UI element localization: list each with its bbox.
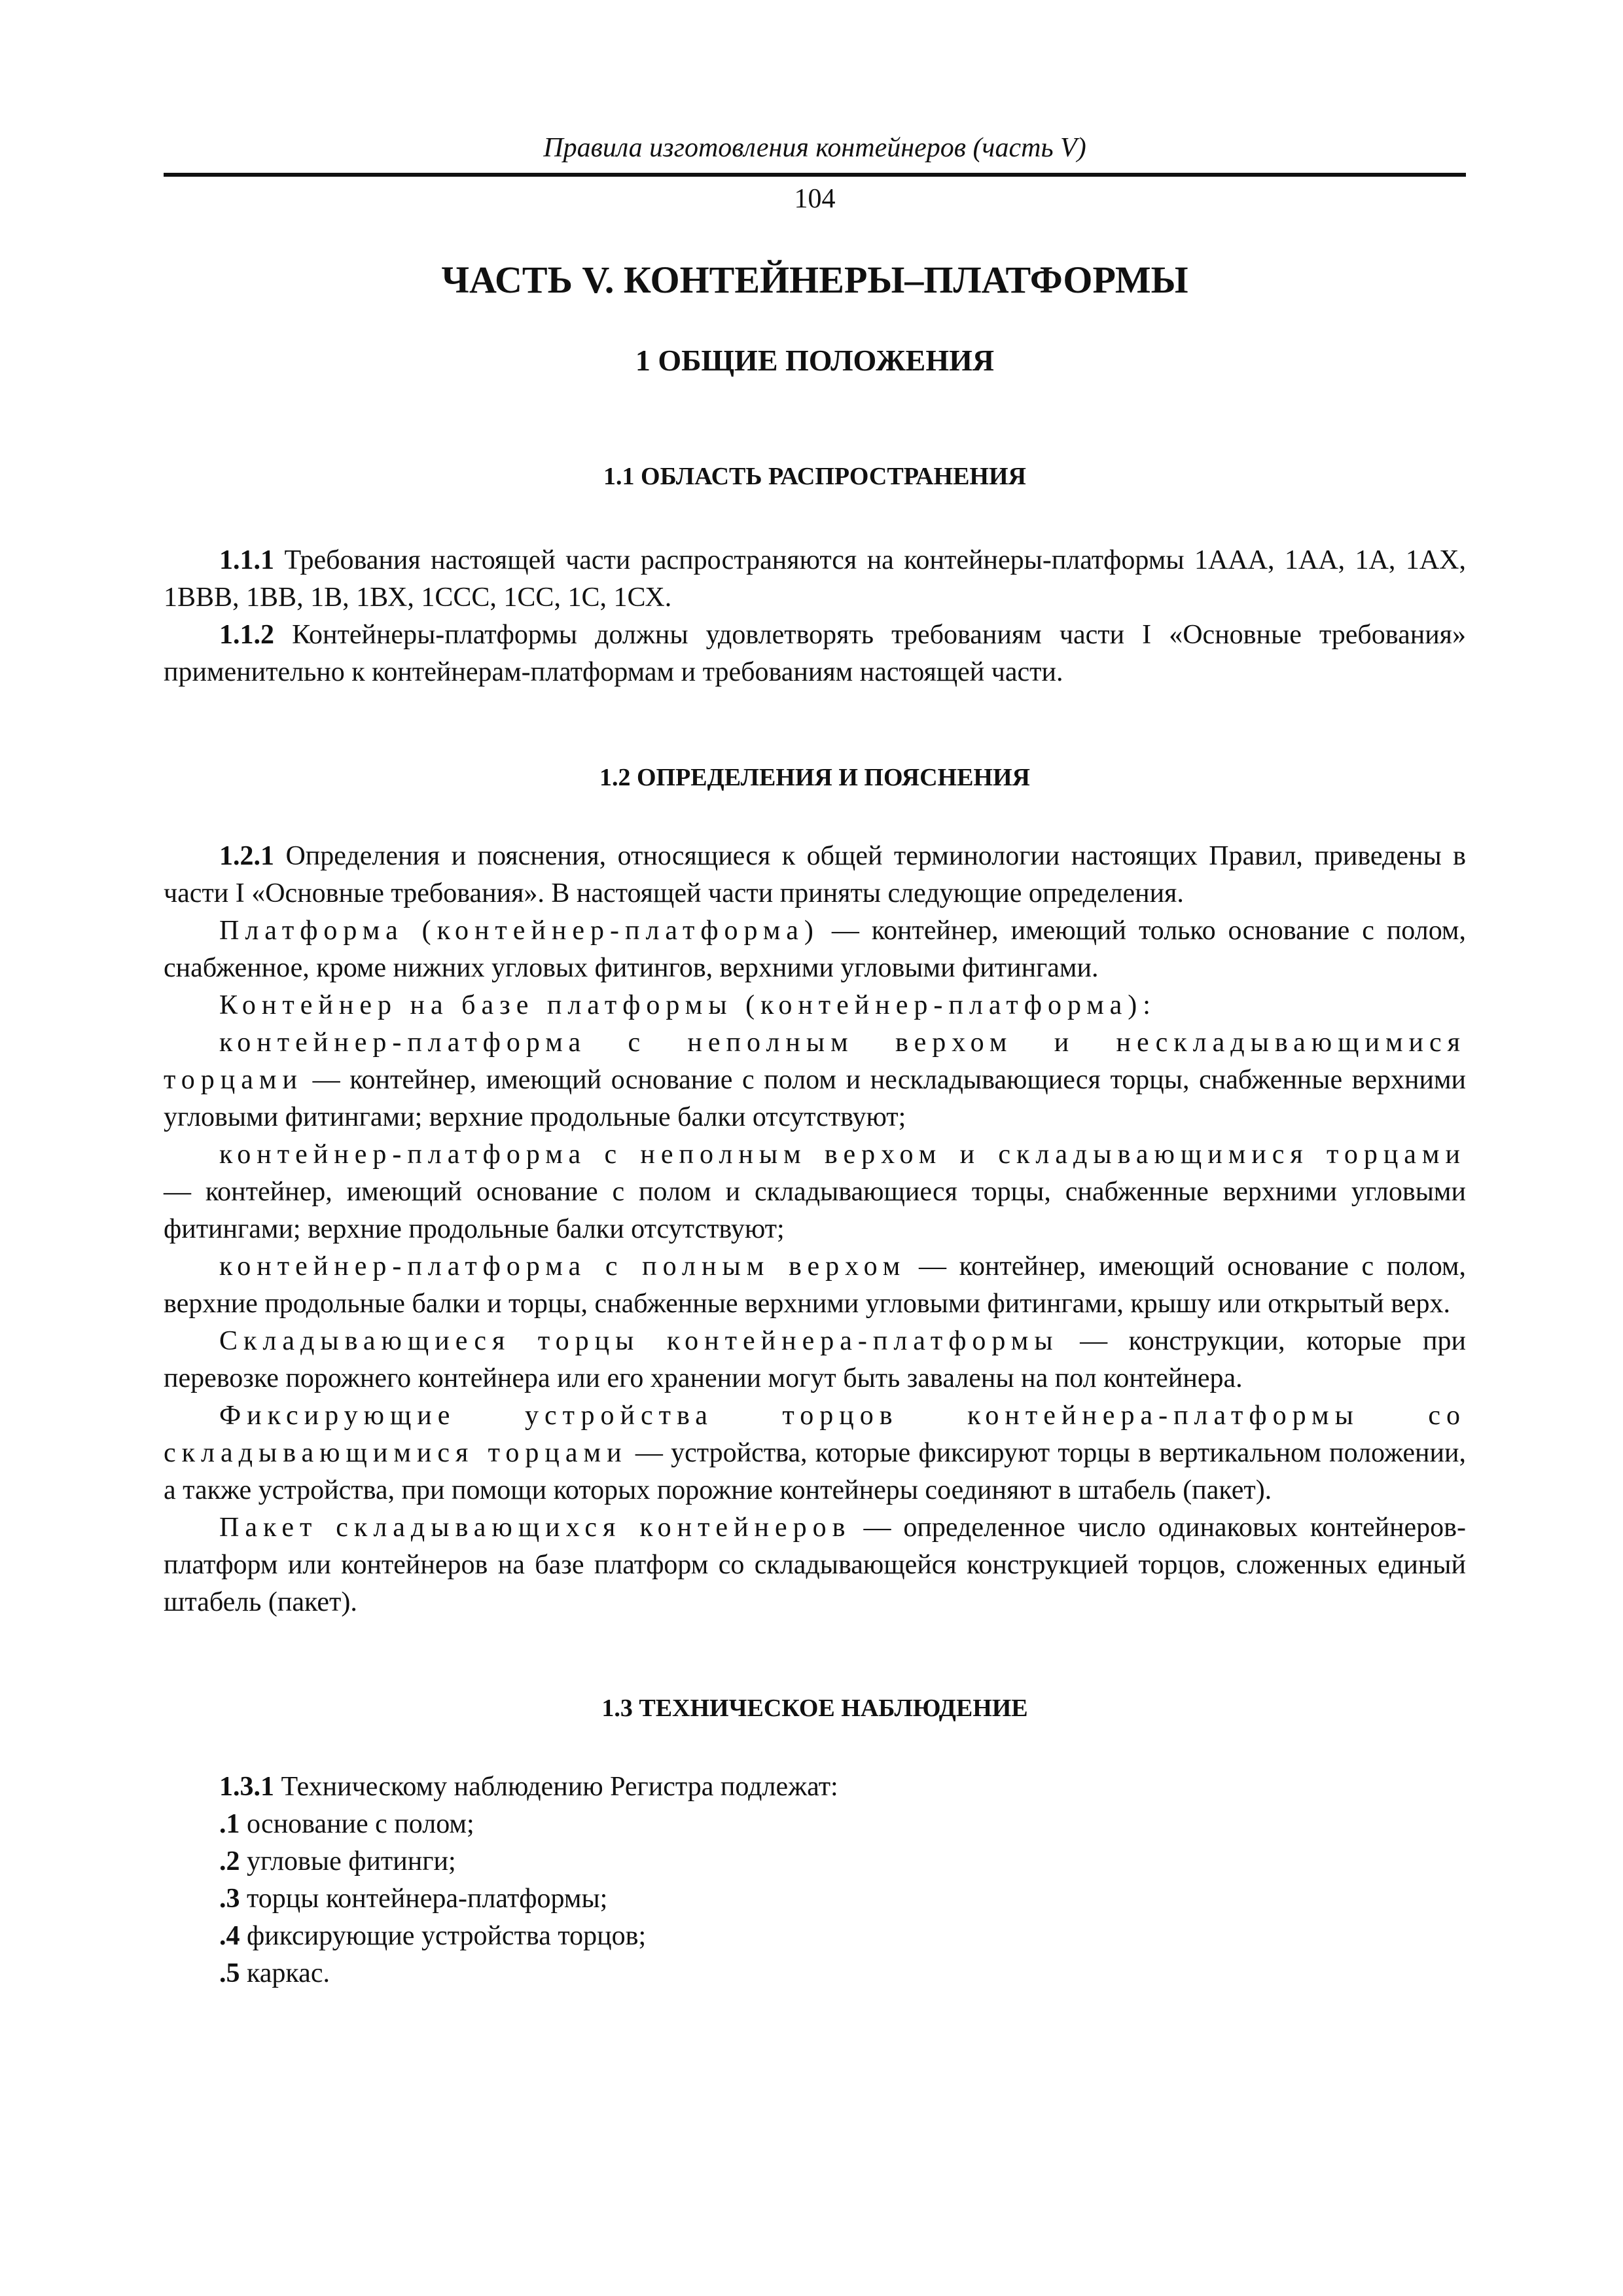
definition-full-top [164,1248,1466,1323]
definition-text: — устройства, которые фиксируют торцы в вертикальном положении, а также устройства, при помощи которых порожние контейнеры соединяют в штабель (пакет). [164,1438,1466,1505]
part-title: ЧАСТЬ V. КОНТЕЙНЕРЫ–ПЛАТФОРМЫ [441,259,1188,301]
page-number: 104 [794,184,836,214]
section-1-2-title: 1.2 ОПРЕДЕЛЕНИЯ И ПОЯСНЕНИЯ [599,764,1030,791]
definition-platform-based [164,987,1466,1024]
list-item [164,1843,1466,1880]
list-item [164,1955,1466,1992]
definition-stack [164,1509,1466,1621]
section-1-1-body [164,542,1466,691]
paragraph-1-2-1 [164,838,1466,912]
definition-term: контейнер-платформа с неполным верхом и складывающимися торцами [219,1139,1466,1170]
list-item-text: основание с полом; [240,1809,474,1839]
definition-term: Складывающиеся торцы контейнера-платформы [219,1326,1059,1356]
definition-term: Фиксирующие устройства торцов контейнера-платформы со складывающимися торцами [164,1401,1466,1468]
list-item [164,1880,1466,1918]
chapter-title: 1 ОБЩИЕ ПОЛОЖЕНИЯ [635,344,995,377]
list-item-number: .5 [219,1958,240,1988]
section-1-2-body [164,838,1466,1621]
definition-term: контейнер-платформа с полным верхом [219,1251,906,1282]
list-item-text: фиксирующие устройства торцов; [240,1921,647,1951]
running-header: Правила изготовления контейнеров (часть V) [543,133,1086,163]
definition-text: — контейнер, имеющий только основание с полом, снабженное, кроме нижних угловых фитингов, верхними угловыми фитингами. [164,916,1466,983]
list-item-number: .1 [219,1809,240,1839]
definition-text: — контейнер, имеющий основание с полом и складывающиеся торцы, снабженные верхними угловыми фитингами; верхние продольные балки отсутствуют; [164,1177,1466,1244]
definition-folding-ends [164,1323,1466,1397]
clause-text: Определения и пояснения, относящиеся к общей терминологии настоящих Правил, приведены в части I «Основные требования». В настоящей части приняты следующие определения. [164,841,1466,908]
paragraph-1-1-2 [164,617,1466,691]
list-item-text: каркас. [240,1958,330,1988]
list-item [164,1918,1466,1955]
section-1-1-title: 1.1 ОБЛАСТЬ РАСПРОСТРАНЕНИЯ [603,463,1026,490]
definition-text: — контейнер, имеющий основание с полом, верхние продольные балки и торцы, снабженные верхними угловыми фитингами, крышу или открытый верх. [164,1251,1466,1319]
section-1-3-body [164,1768,1466,1992]
list-item-number: .4 [219,1921,240,1951]
paragraph-1-1-1 [164,542,1466,617]
definition-platform [164,912,1466,987]
definition-partial-top-folding [164,1136,1466,1248]
list-item-text: торцы контейнера-платформы; [240,1884,608,1914]
clause-number: 1.3.1 [219,1772,274,1802]
list-item-number: .2 [219,1846,240,1876]
clause-text: Требования настоящей части распространяются на контейнеры-платформы 1ААА, 1АА, 1А, 1АХ, 1ВВВ, 1ВВ, 1В, 1ВХ, 1ССС, 1СС, 1С, 1СХ. [164,545,1466,613]
definition-term: контейнер-платформа с неполным верхом и нескладывающимися торцами [164,1028,1466,1095]
list-item-text: угловые фитинги; [240,1846,456,1876]
definition-text: — конструкции, которые при перевозке порожнего контейнера или его хранении могут быть завалены на пол контейнера. [164,1326,1466,1393]
clause-number: 1.2.1 [219,841,274,871]
section-1-3-title: 1.3 ТЕХНИЧЕСКОЕ НАБЛЮДЕНИЕ [601,1695,1028,1722]
definition-term: Платформа (контейнер-платформа) [219,916,819,946]
definition-text: — определенное число одинаковых контейнеров-платформ или контейнеров на базе платформ со складывающейся конструкцией торцов, сложенных единый штабель (пакет). [164,1513,1466,1617]
definition-partial-top-nonfolding [164,1024,1466,1136]
definition-term: Контейнер на базе платформы (контейнер-платформа): [219,990,1156,1020]
clause-number: 1.1.1 [219,545,274,575]
definition-text: — контейнер, имеющий основание с полом и нескладывающиеся торцы, снабженные верхними угловыми фитингами; верхние продольные балки отсутствуют; [164,1065,1466,1132]
clause-text: Техническому наблюдению Регистра подлежат: [274,1772,838,1802]
list-item-number: .3 [219,1884,240,1914]
paragraph-1-3-1 [164,1768,1466,1806]
definition-locking-devices [164,1397,1466,1509]
clause-text: Контейнеры-платформы должны удовлетворять требованиям части I «Основные требования» применительно к контейнерам-платформам и требованиям настоящей части. [164,620,1466,687]
header-rule [164,173,1466,177]
clause-number: 1.1.2 [219,620,274,650]
definition-term: Пакет складывающихся контейнеров [219,1513,851,1543]
list-item [164,1806,1466,1843]
